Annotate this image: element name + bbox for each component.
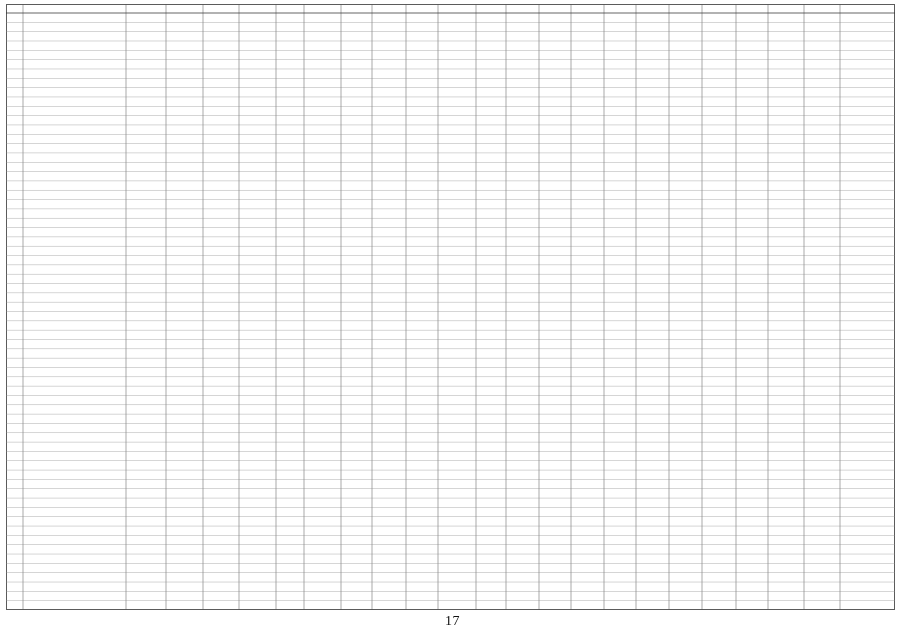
page-number: 17 (445, 614, 460, 629)
table-sheet (6, 4, 895, 610)
data-table (6, 4, 895, 610)
table-border (7, 5, 895, 610)
